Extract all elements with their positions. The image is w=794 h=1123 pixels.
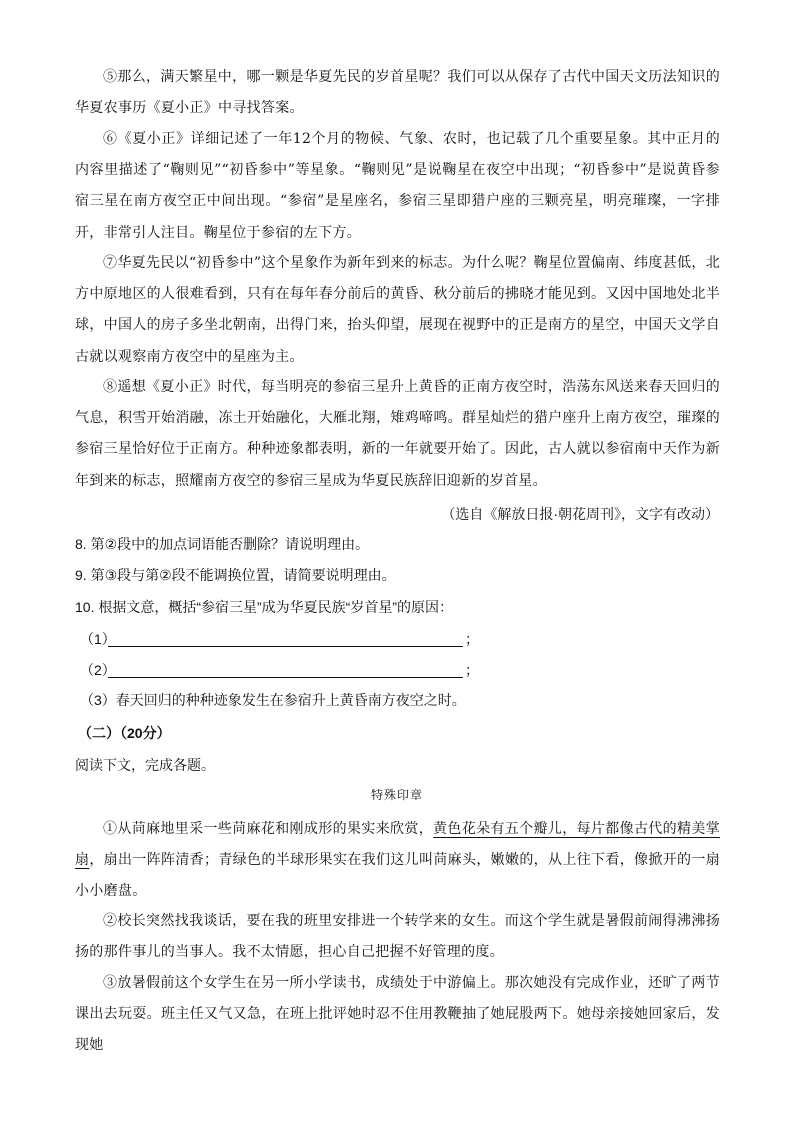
answer-blank-2[interactable] bbox=[108, 657, 463, 678]
question-10: 10. 根据文意，概括“参宿三星”成为华夏民族“岁首星”的原因： bbox=[75, 599, 453, 615]
story-paragraph-3: ③放暑假前这个女学生在另一所小学读书，成绩处于中游偏上。那次她没有完成作业，还旷了两节课出去玩耍。班主任又气又急，在班上批评她时忍不住用教鞭抽了她屁股两下。她母亲接她回家后，发现她 bbox=[75, 975, 720, 1054]
answer-row-2-end: ； bbox=[465, 662, 479, 678]
answer-row-1-end: ； bbox=[465, 631, 479, 647]
question-9: 9. 第③段与第②段不能调换位置，请简要说明理由。 bbox=[75, 567, 396, 583]
article-paragraph-8: ⑧遥想《夏小正》时代，每当明亮的参宿三星升上黄昏的正南方夜空时，浩荡东风送来春天回归的气息，积雪开始消融，冻土开始融化，大雁北翔，雉鸡啼鸣。群星灿烂的猎户座升上南方夜空，璀璨的参宿三星恰好位于正南方。种种迹象都表明，新的一年就要开始了。因此，古人就以参宿南中天作为新年到来的标志，照耀南方夜空的参宿三星成为华夏民族辞旧迎新的岁首星。 bbox=[75, 379, 720, 489]
article-paragraph-5: ⑤那么，满天繁星中，哪一颗是华夏先民的岁首星呢？我们可以从保存了古代中国天文历法知识的华夏农事历《夏小正》中寻找答案。 bbox=[75, 69, 720, 117]
section-heading: （二）（20分） bbox=[78, 725, 171, 741]
story-paragraph-1 bbox=[75, 814, 720, 908]
story-paragraph-2: ②校长突然找我谈话，要在我的班里安排进一个转学来的女生。而这个学生就是暑假前闹得沸沸扬扬的那件事儿的当事人。我不太情愿，担心自己把握不好管理的度。 bbox=[75, 913, 720, 961]
article-paragraph-7: ⑦华夏先民以“初昏参中”这个星象作为新年到来的标志。为什么呢？鞠星位置偏南、纬度甚低，北方中原地区的人很难看到，只有在每年春分前后的黄昏、秋分前后的拂晓才能见到。又因中国地处北半球，中国人的房子多坐北朝南，出得门来，抬头仰望，展现在视野中的正是南方的星空，中国天文学自古就以观察南方夜空中的星座为主。 bbox=[75, 255, 720, 365]
story-p1-text-b: ，扇出一阵阵清香；青绿色的半球形果实在我们这儿叫苘麻头，嫩嫩的，从上往下看，像掀开的一扇小小磨盘。 bbox=[75, 852, 720, 900]
story-title: 特殊印章 bbox=[370, 788, 423, 802]
answer-row-2-label: （2） bbox=[80, 662, 116, 678]
answer-blank-1[interactable] bbox=[108, 626, 463, 647]
article-source: （选自《解放日报·朝花周刊》，文字有改动） bbox=[441, 506, 719, 522]
story-p1-text-a: ①从苘麻地里采一些苘麻花和刚成形的果实来欣赏， bbox=[103, 821, 434, 837]
section-instruction: 阅读下文，完成各题。 bbox=[75, 757, 215, 773]
answer-row-3: （3）春天回归的种种迹象发生在参宿升上黄昏南方夜空之时。 bbox=[80, 692, 466, 708]
answer-row-2 bbox=[80, 656, 479, 684]
answer-row-1-label: （1） bbox=[80, 631, 116, 647]
story-p1-underlined: 黄色花朵有五个瓣儿，每片都像古代的精美掌扇 bbox=[75, 821, 720, 869]
article-paragraph-6: ⑥《夏小正》详细记述了一年12个月的物候、气象、农时，也记载了几个重要星象。其中正月的内容里描述了“鞠则见”“初昏参中”等星象。“鞠则见”是说鞠星在夜空中出现；“初昏参中”是说黄昏参宿三星在南方夜空正中间出现。“参宿”是星座名，参宿三星即猎户座的三颗亮星，明亮璀璨，一字排开，非常引人注目。鞠星位于参宿的左下方。 bbox=[75, 131, 720, 241]
question-8: 8. 第②段中的加点词语能否删除？请说明理由。 bbox=[75, 536, 370, 552]
answer-row-1 bbox=[80, 625, 479, 653]
